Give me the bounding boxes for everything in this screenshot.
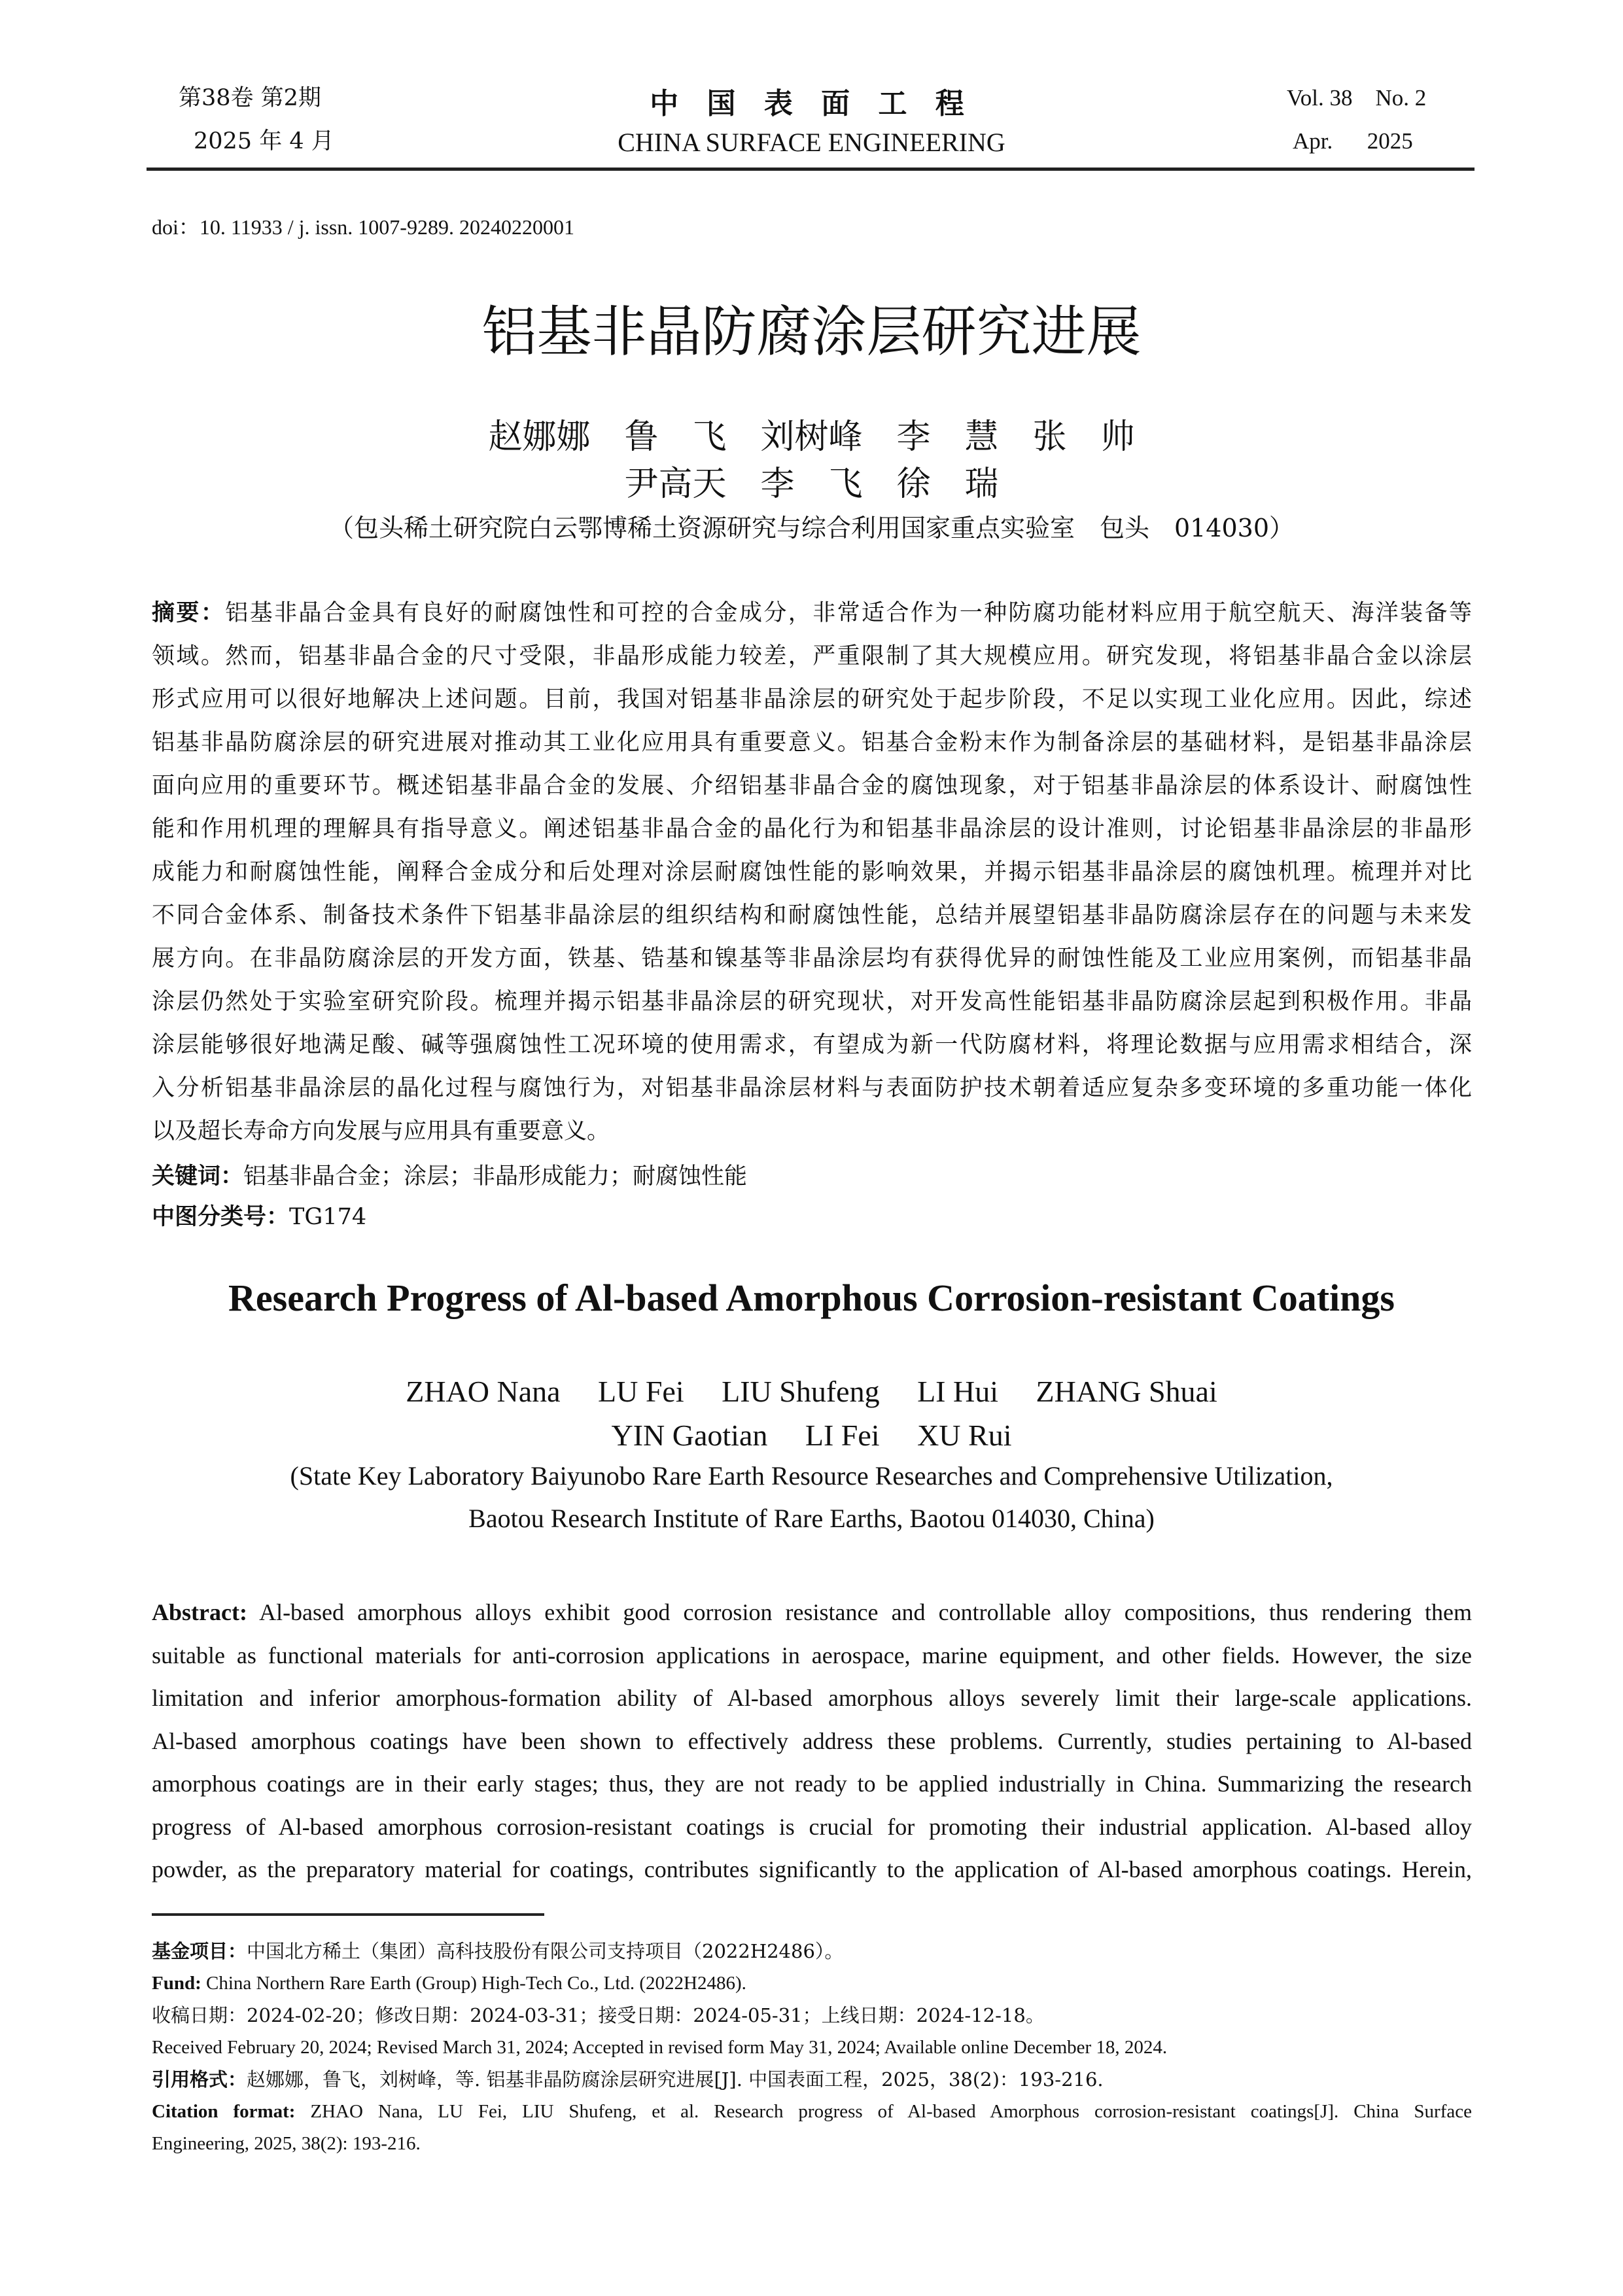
keywords-cn [152,1158,747,1191]
abstract-en-line [152,1763,1472,1806]
abstract-cn-text: 不同合金体系、制备技术条件下铝基非晶涂层的组织结构和耐腐蚀性能，总结并展望铝基非晶防腐涂层存在的问题与未来发 [152,902,1472,928]
abstract-en-text: amorphous coatings are in their early stages; thus, they are not ready to be applied industrially in China. Summarizing the research [152,1771,1472,1797]
abstract-cn-line [152,721,1472,764]
authors-cn-line2: 尹高天 李 飞 徐 瑞 [624,465,999,504]
abstract-cn-line [152,851,1472,894]
fund-cn [152,1935,1472,1968]
abstract-cn-label: 摘要： [152,599,226,626]
affiliation-en-line1: (State Key Laboratory Baiyunobo Rare Earth Resource Researches and Comprehensive Utilization, [290,1461,1333,1491]
affiliation-en-line2: Baotou Research Institute of Rare Earths, Baotou 014030, China) [468,1504,1155,1533]
citation-cn-label: 引用格式： [152,2068,247,2091]
abstract-en-text: suitable as functional materials for anti-corrosion applications in aerospace, marine equipment, and other fields. However, the size [152,1642,1472,1669]
clc-label: 中图分类号： [152,1203,290,1230]
citation-cn-text: 赵娜娜，鲁飞，刘树峰，等. 铝基非晶防腐涂层研究进展[J]. 中国表面工程，2025，38(2)：193-216. [247,2068,1104,2091]
authors-en-line1: ZHAO Nana LU Fei LIU Shufeng LI Hui ZHANG Shuai [406,1375,1217,1408]
header-date-cn: 2025 年 4 月 [194,128,334,154]
abstract-cn-line [152,764,1472,807]
abstract-cn-text: 展方向。在非晶防腐涂层的开发方面，铁基、锆基和镍基等非晶涂层均有获得优异的耐蚀性能及工业应用案例，而铝基非晶 [152,945,1472,972]
header-journal-en: CHINA SURFACE ENGINEERING [618,128,1005,157]
abstract-en-line [152,1634,1472,1678]
abstract-en-label: Abstract: [152,1599,247,1625]
abstract-en [152,1591,1472,1892]
citation-en-line2: Engineering, 2025, 38(2): 193-216. [152,2133,421,2154]
abstract-en-line [152,1720,1472,1763]
citation-en-label: Citation format: [152,2101,296,2122]
abstract-en-text: limitation and inferior amorphous-formation ability of Al-based amorphous alloys severely limit their large-scale applications. [152,1685,1472,1711]
abstract-cn-line [152,635,1472,678]
abstract-en-line [152,1591,1472,1634]
doi: doi：10. 11933 / j. issn. 1007-9289. 20240220001 [152,215,574,239]
abstract-en-text: Al-based amorphous coatings have been shown to effectively address these problems. Currently, studies pertaining to Al-based [152,1727,1472,1754]
abstract-cn-text: 涂层仍然处于实验室研究阶段。梳理并揭示铝基非晶涂层的研究现状，对开发高性能铝基非晶防腐涂层起到积极作用。非晶 [152,989,1472,1015]
abstract-cn-text: 入分析铝基非晶涂层的晶化过程与腐蚀行为，对铝基非晶涂层材料与表面防护技术朝着适应复杂多变环境的多重功能一体化 [152,1075,1472,1101]
authors-en-line2: YIN Gaotian LI Fei XU Rui [611,1419,1012,1452]
citation-en-line1 [152,2096,1472,2128]
abstract-cn [152,592,1472,1153]
affiliation-cn: （包头稀土研究院白云鄂博稀土资源研究与综合利用国家重点实验室 包头 014030） [328,514,1295,542]
citation-cn [152,2064,1472,2096]
title-en: Research Progress of Al-based Amorphous Corrosion-resistant Coatings [228,1277,1395,1319]
abstract-cn-text: 成能力和耐腐蚀性能，阐释合金成分和后处理对涂层耐腐蚀性能的影响效果，并揭示铝基非晶涂层的腐蚀机理。梳理并对比 [152,859,1472,885]
abstract-cn-line [152,1023,1472,1067]
dates-cn: 收稿日期：2024-02-20；修改日期：2024-03-31；接受日期：2024-05-31；上线日期：2024-12-18。 [152,2004,1045,2026]
header-rule [147,168,1475,171]
abstract-cn-line [152,807,1472,851]
abstract-en-text: powder, as the preparatory material for coatings, contributes significantly to the application of Al-based amorphous coatings. Herein, [152,1856,1472,1882]
footnote-rule [152,1913,544,1916]
header-volume-issue-en: Vol. 38 No. 2 [1287,85,1427,111]
abstract-en-line [152,1677,1472,1720]
abstract-cn-line [152,894,1472,937]
abstract-cn-line [152,1110,1472,1153]
abstract-cn-text: 面向应用的重要环节。概述铝基非晶合金的发展、介绍铝基非晶合金的腐蚀现象，对于铝基非晶涂层的体系设计、耐腐蚀性 [152,773,1472,799]
abstract-cn-line [152,937,1472,980]
abstract-cn-text: 能和作用机理的理解具有指导意义。阐述铝基非晶合金的晶化行为和铝基非晶涂层的设计准则，讨论铝基非晶涂层的非晶形 [152,816,1472,842]
fund-cn-label: 基金项目： [152,1940,247,1962]
abstract-en-line [152,1806,1472,1849]
abstract-cn-text: 铝基非晶合金具有良好的耐腐蚀性和可控的合金成分，非常适合作为一种防腐功能材料应用于航空航天、海洋装备等 [225,600,1472,626]
abstract-cn-text: 形式应用可以很好地解决上述问题。目前，我国对铝基非晶涂层的研究处于起步阶段，不足以实现工业化应用。因此，综述 [152,686,1472,713]
title-cn: 铝基非晶防腐涂层研究进展 [481,300,1142,364]
abstract-cn-text: 领域。然而，铝基非晶合金的尺寸受限，非晶形成能力较差，严重限制了其大规模应用。研究发现，将铝基非晶合金以涂层 [152,643,1472,669]
footnotes [152,1935,1472,2160]
fund-en-label: Fund: [152,1973,201,1994]
keywords-value: 铝基非晶合金；涂层；非晶形成能力；耐腐蚀性能 [243,1163,748,1190]
abstract-cn-line [152,1067,1472,1110]
citation-en-text: ZHAO Nana, LU Fei, LIU Shufeng, et al. Research progress of Al-based Amorphous corrosion-resistant coatings[J]. China Surface [295,2101,1472,2122]
abstract-en-text: Al-based amorphous alloys exhibit good corrosion resistance and controllable alloy compositions, thus rendering them [247,1599,1472,1625]
abstract-cn-text: 以及超长寿命方向发展与应用具有重要意义。 [152,1118,610,1144]
abstract-en-text: progress of Al-based amorphous corrosion-resistant coatings is crucial for promoting their industrial application. Al-based alloy [152,1813,1472,1840]
abstract-en-line [152,1848,1472,1892]
abstract-cn-line [152,980,1472,1023]
abstract-cn-text: 涂层能够很好地满足酸、碱等强腐蚀性工况环境的使用需求，有望成为新一代防腐材料，将理论数据与应用需求相结合，深 [152,1032,1472,1058]
fund-cn-text: 中国北方稀土（集团）高科技股份有限公司支持项目（2022H2486）。 [247,1940,844,1962]
keywords-label: 关键词： [152,1163,244,1190]
clc-number [152,1199,366,1231]
dates-en: Received February 20, 2024; Revised March 31, 2024; Accepted in revised form May 31, 2024; Available online December 18, 2024. [152,2037,1168,2058]
header-volume-issue-cn: 第38卷 第2期 [179,85,321,111]
header-journal-cn: 中 国 表 面 工 程 [650,87,973,120]
fund-en-text: China Northern Rare Earth (Group) High-Tech Co., Ltd. (2022H2486). [201,1973,746,1994]
authors-cn-line1: 赵娜娜 鲁 飞 刘树峰 李 慧 张 帅 [488,417,1135,457]
abstract-cn-line [152,592,1472,635]
header-date-en: Apr. 2025 [1293,128,1413,154]
fund-en [152,1968,1472,2000]
clc-value: TG174 [289,1204,367,1230]
abstract-cn-line [152,678,1472,721]
abstract-cn-text: 铝基非晶防腐涂层的研究进展对推动其工业化应用具有重要意义。铝基合金粉末作为制备涂层的基础材料，是铝基非晶涂层 [152,730,1472,756]
